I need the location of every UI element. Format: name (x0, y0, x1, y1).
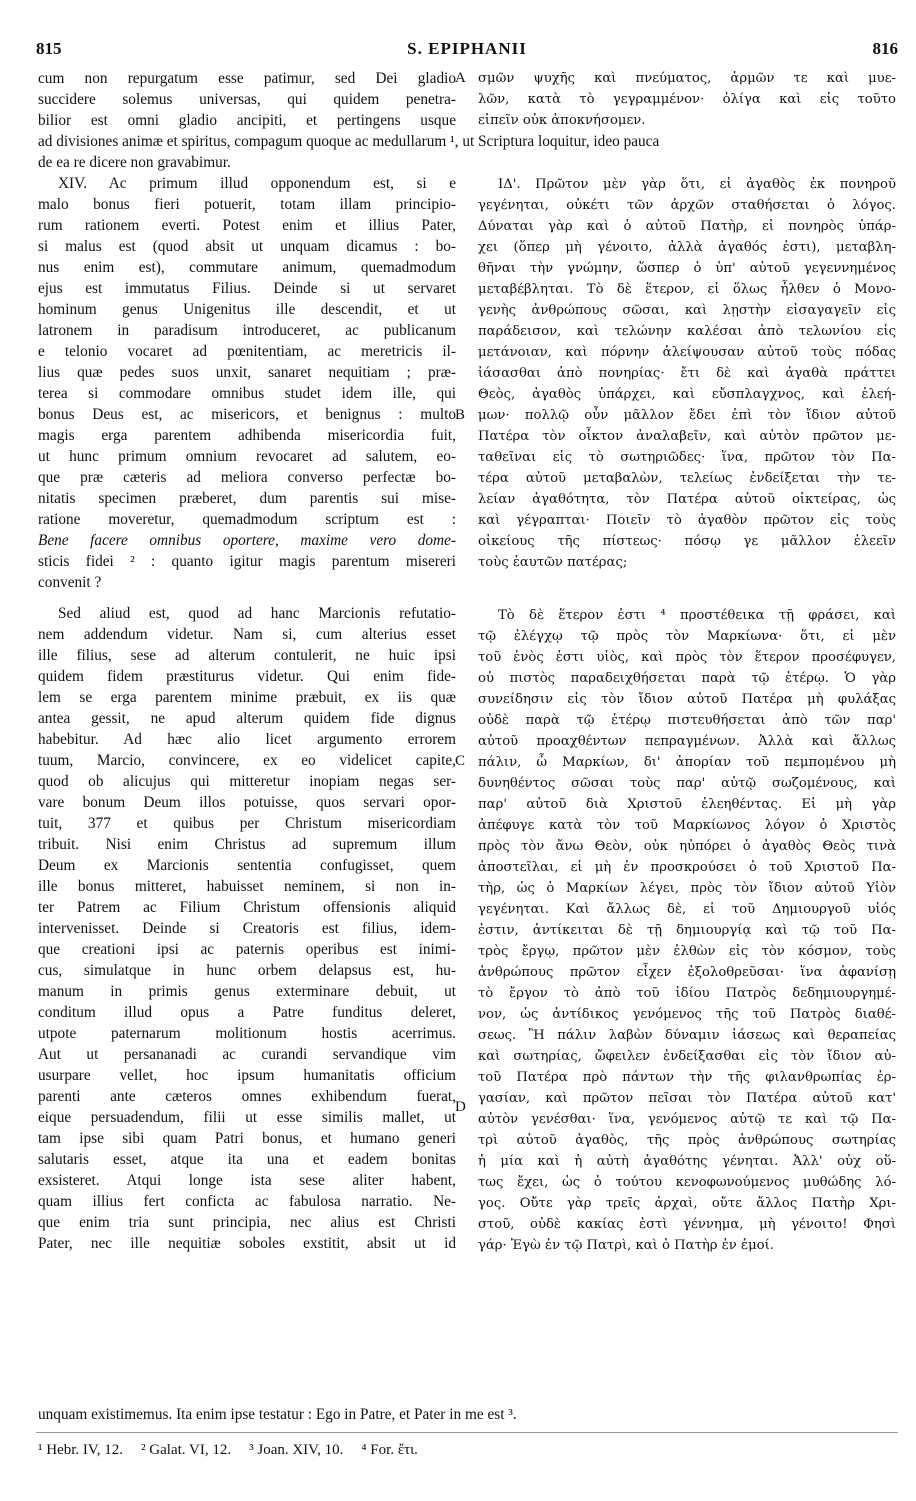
latin-line: e telonio vocaret ad pœnitentiam, ac meretricis il- (38, 343, 456, 360)
greek-line: ἀπέφυγε κατὰ τὸν τοῦ Μαρκίωνος λόγον ὁ Χριστὸς (478, 818, 896, 833)
latin-line: quam illius fert conficta ac fabulosa narratio. Ne- (38, 1193, 456, 1210)
final-line: unquam existimemus. Ita enim ipse testatur : Ego in Patre, et Pater in me est ³. (38, 1406, 517, 1423)
greek-line: τρὸς ἔργῳ, πρῶτον μὲν ἐλθὼν εἰς τὸν κόσμον, τοὺς (478, 944, 896, 959)
greek-line: τέρα αὐτοῦ μεταβαλὼν, τελείως ἐνδείξεται τὴν τε- (478, 471, 896, 486)
greek-line: μετάνοιαν, καὶ πόρνην ἀλείψουσαν αὐτοῦ τοὺς πόδας (478, 345, 896, 360)
latin-line: ille bonus mitteret, habuisset neminem, si non in- (38, 878, 456, 895)
greek-line: γεγένηται. Καὶ ἄλλως δὲ, εἰ τοῦ Δημιουργοῦ υἱός (478, 902, 896, 917)
latin-column (38, 152, 456, 1254)
greek-line: Τὸ δὲ ἕτερον ἐστι ⁴ προστέθεικα τῇ φράσει, καὶ (498, 608, 896, 623)
greek-line: λείαν ἀγαθότητα, τὸν Πατέρα αὐτοῦ οἰκτείρας, ὡς (478, 492, 896, 507)
greek-line: Θεὸς, ἀγαθὸς ὑπάρχει, καὶ εὔσπλαγχνος, καὶ ἐλεή- (478, 387, 896, 402)
running-title: S. EPIPHANII (407, 39, 527, 58)
greek-line: δυνηθέντος σῶσαι τοὺς παρ' αὐτῷ σωζομένους, καὶ (478, 776, 896, 791)
greek-line: αὐτοῦ προαχθέντων πεπραγμένων. Ἀλλὰ καὶ ἄλλως (478, 734, 896, 749)
latin-line: exsisteret. Atqui longe ista sese aliter habent, (38, 1172, 456, 1189)
margin-marker-d: D (455, 1099, 466, 1115)
latin-line: Bene facere omnibus oportere, maxime vero dome- (38, 532, 456, 549)
greek-line: ἰάσασθαι ἀπὸ πονηρίας· ἔτι δὲ καὶ ἀγαθὰ πράττει (478, 366, 896, 381)
greek-line: μων· πολλῷ οὖν μᾶλλον ἔδει ἐπὶ τὸν ἴδιον αὐτοῦ (478, 408, 896, 423)
greek-line: γεγένηται, οὐκέτι τῶν ἀρχῶν σταθήσεται ὁ λόγος. (478, 198, 896, 213)
footnote-rule (36, 1432, 898, 1433)
greek-line: αὐτὸν γενέσθαι· ἵνα, γενόμενος αὐτῷ τε καὶ τῷ Πα- (478, 1112, 896, 1127)
greek-line: τοῦ Πατέρα πρὸ πάντων τὴν τῆς φιλανθρωπίας ἐρ- (478, 1070, 896, 1085)
footnote: ² Galat. VI, 12. (141, 1442, 232, 1458)
greek-line: ἐστιν, ἀντίκειται δὲ τῇ δημιουργίᾳ καὶ τῷ τοῦ Πα- (478, 923, 896, 938)
latin-line: rum rationem everti. Potest enim et illius Pater, (38, 217, 456, 234)
greek-line: γάρ· Ἐγὼ ἐν τῷ Πατρὶ, καὶ ὁ Πατὴρ ἐν ἐμοί. (478, 1238, 774, 1253)
latin-line: si malus est (quod absit ut unquam dicamus : bo- (38, 238, 456, 255)
latin-line: que enim tria sunt principia, nec alius est Christi (38, 1214, 456, 1231)
latin-line: ut hunc primum omnium revocaret ad salutem, eo- (38, 448, 456, 465)
latin-line: de ea re dicere non gravabimur. (38, 154, 231, 171)
greek-line: γος. Οὔτε γὰρ τρεῖς ἀρχαὶ, οὔτε ἄλλος Πατὴρ Χρι- (478, 1196, 896, 1211)
latin-line: Aut ut persananadi ac curandi servandique vim (38, 1046, 456, 1063)
greek-line: καὶ γέγραπται· Ποιεῖν τὸ ἀγαθὸν πρῶτον εἰς τοὺς (478, 513, 896, 528)
latin-line: que creationi ipsi ac paternis operibus est inimi- (38, 941, 456, 958)
greek-line: πάλιν, ὦ Μαρκίων, δι' ἀπορίαν τοῦ πεμπομένου μὴ (478, 755, 896, 770)
greek-line: οἰκείους τῆς πίστεως· πόσῳ γε μᾶλλον ἐλεεῖν (478, 534, 896, 549)
greek-column (478, 174, 896, 1256)
latin-line: antea gessit, ne apud alterum quidem fide dignus (38, 710, 456, 727)
greek-line: τρὶ αὐτοῦ ἀγαθὸς, τῆς πρὸς ἀνθρώπους σωτηρίας (478, 1133, 896, 1148)
greek-line: τως ἔχει, ὡς ὁ τούτου κενοφωνούμενος μυθώδης λό- (478, 1175, 896, 1190)
greek-line: νον, ὡς ἀντίδικος γενόμενος τῆς τοῦ Πατρὸς διαθέ- (478, 1007, 896, 1022)
latin-line: ejus est immutatus Filius. Deinde si ut servaret (38, 280, 456, 297)
latin-line: tam ipse sibi quam Patri bonus, et humano generi (38, 1130, 456, 1147)
latin-line: malo bonus fieri potuerit, totam illam principio- (38, 196, 456, 213)
footnote: ¹ Hebr. IV, 12. (38, 1442, 124, 1458)
latin-line: tuit, 377 et quibus per Christum misericordiam (38, 815, 456, 832)
latin-line: nus enim est), commutare animum, quemadmodum (38, 259, 456, 276)
latin-line: cus, simulatque in hunc orbem delapsus est, hu- (38, 962, 456, 979)
latin-line: lius quæ pedes suos unxit, sanaret nequitiam ; præ- (38, 364, 456, 381)
latin-line: terea si commodare omnibus studet idem ille, qui (38, 385, 456, 402)
greek-column-top (478, 68, 896, 131)
latin-line: tuum, Marcio, convincere, ex eo videlicet capite, (38, 752, 456, 769)
greek-line: σμῶν ψυχῆς καὶ πνεύματος, ἁρμῶν τε καὶ μυε- (478, 71, 896, 86)
latin-line: ter Patrem ac Filium Christum offensionis aliquid (38, 899, 456, 916)
page-number-left: 815 (36, 39, 62, 58)
greek-line: συνείδησιν εἰς τὸν ἴδιον αὐτοῦ Πατέρα μὴ φυλάξας (478, 692, 896, 707)
greek-line: ταθεῖναι εἰς τὸ σωτηριῶδες· ἵνα, πρῶτον τὸν Πα- (478, 450, 896, 465)
margin-marker-b: B (455, 407, 466, 423)
latin-line: habebitur. Ad hæc alio licet argumento errorem (38, 731, 456, 748)
margin-marker-a: A (455, 70, 466, 86)
latin-line: que præ cæteris ad meliora converso perfectæ bo- (38, 469, 456, 486)
latin-line: nem addendum videtur. Nam si, cum alterius esset (38, 626, 456, 643)
greek-line: ΙΔ'. Πρῶτον μὲν γὰρ ὅτι, εἰ ἀγαθὸς ἐκ πονηροῦ (498, 177, 896, 192)
latin-line: latronem in paradisum introduceret, ac publicanum (38, 322, 456, 339)
latin-line: utpote paternarum molitionum hostis acerrimus. (38, 1025, 456, 1042)
latin-line: quod ob alicujus qui mitteretur inopiam negas ser- (38, 773, 456, 790)
greek-line: παράδεισον, καὶ τελώνην καλέσαι ἀπὸ τελωνίου εἰς (478, 324, 896, 339)
latin-line: Pater, nec ille nequitiæ soboles exstitit, absit ut id (38, 1235, 456, 1252)
latin-line: manum in primis genus exterminare debuit, ut (38, 983, 456, 1000)
greek-line: οὐ πιστὸς παραδειχθήσεται παρὰ τῷ ἑτέρῳ. Ὁ γὰρ (478, 671, 896, 686)
latin-line: intervenisset. Deinde si Creatoris est filius, idem- (38, 920, 456, 937)
latin-line: nitatis specimen præberet, dum parentis sui mise- (38, 490, 456, 507)
greek-line: σεως. Ἢ πάλιν λαβὼν δύναμιν ἰάσεως καὶ θεραπείας (478, 1028, 896, 1043)
footnotes (38, 1440, 894, 1460)
latin-line: parenti ante cæteros omnes exhibendum fuerat, (38, 1088, 456, 1105)
latin-line: Deum ex Marcionis sententia confugisset, quem (38, 857, 456, 874)
latin-line: ratione moveretur, quemadmodum scriptum est : (38, 511, 456, 528)
latin-line: bilior est omni gladio ancipiti, et pertingens usque (38, 112, 456, 129)
page-number-right: 816 (872, 39, 898, 58)
greek-line: τοῦ ἑνὸς ἐστι υἱὸς, καὶ πρὸς τὸν ἕτερον προσέφυγεν, (478, 650, 896, 665)
greek-line: οὐδὲ παρὰ τῷ ἑτέρῳ πιστευθήσεται ἀπὸ τῶν παρ' (478, 713, 896, 728)
footnote: ³ Joan. XIV, 10. (249, 1442, 344, 1458)
greek-line: λῶν, κατὰ τὸ γεγραμμένον· ὀλίγα καὶ εἰς τοῦτο (478, 92, 896, 107)
greek-line: τῷ ἐλέγχῳ τῷ πρὸς τὸν Μαρκίωνα· ὅτι, εἰ μὲν (478, 629, 896, 644)
greek-line: γασίαν, καὶ πρῶτον πεῖσαι τὸν Πατέρα αὐτοῦ κατ' (478, 1091, 896, 1106)
latin-line: conditum illud opus a Patre funditus deleret, (38, 1004, 456, 1021)
greek-line: ἡ μία καὶ ἡ αὐτὴ ἀγαθότης γένηται. Ἀλλ' οὐχ οὕ- (478, 1154, 896, 1169)
latin-line: salutaris esset, atque ita una et eadem bonitas (38, 1151, 456, 1168)
latin-line: tribuit. Nisi enim Christus ad supremum illum (38, 836, 456, 853)
greek-line: Πατέρα τὸν οἶκτον ἀναλαβεῖν, καὶ αὐτὸν πρῶτον με- (478, 429, 896, 444)
latin-line: succidere solemus universas, qui quidem penetra- (38, 91, 456, 108)
latin-line: Sed aliud est, quod ad hanc Marcionis refutatio- (58, 605, 456, 622)
spanning-line: ad divisiones animæ et spiritus, compagum quoque ac medullarum ¹, ut Scriptura loquitur, ideo pauca (38, 133, 660, 150)
running-header (36, 38, 898, 64)
greek-line: Δύναται γὰρ καὶ ὁ αὐτοῦ Πατὴρ, εἰ πονηρὸς ὑπάρ- (478, 219, 896, 234)
latin-line: XIV. Ac primum illud opponendum est, si e (58, 175, 456, 192)
greek-line: ἀνθρώπους πρῶτον εἶχεν ἐξολοθρεῦσαι· ἵνα ἀφανίσῃ (478, 965, 896, 980)
latin-line: hominum genus Unigenitus ille descendit, et ut (38, 301, 456, 318)
latin-line: eique persuadendum, filii ut esse similis mallet, ut (38, 1109, 456, 1126)
greek-line: τὴρ, ὡς ὁ Μαρκίων λέγει, πρὸς τὸν ἴδιον αὐτοῦ Υἱὸν (478, 881, 896, 896)
greek-line: καὶ σωτηρίας, ὤφειλεν ἐνδείξασθαι εἰς τὸν ἴδιον αὐ- (478, 1049, 896, 1064)
greek-line: στοῦ, οὐδὲ κακίας ἐστὶ γέννημα, μὴ γένοιτο! Φησὶ (478, 1217, 896, 1232)
latin-column-top (38, 68, 456, 131)
latin-line: sticis fidei ² : quanto igitur magis parentum misereri (38, 553, 456, 570)
latin-line: cum non repurgatum esse patimur, sed Dei gladio (38, 70, 456, 87)
greek-line: πρὸς τὸν ἄνω Θεὸν, οὐκ ηὐπόρει ὁ ἀγαθὸς Θεὸς τινὰ (478, 839, 896, 854)
latin-line: lem se erga parentem minime præbuit, ex iis quæ (38, 689, 456, 706)
greek-line: γενὴς ἀνθρώπους σῶσαι, καὶ λῃστὴν εἰσαγαγεῖν εἰς (478, 303, 896, 318)
greek-line: παρ' αὐτοῦ διὰ Χριστοῦ ἐλεηθέντας. Εἰ μὴ γὰρ (478, 797, 896, 812)
greek-line: θῆναι τὴν γνώμην, ὥσπερ ὁ ὑπ' αὐτοῦ γεγεννημένος (478, 261, 896, 276)
greek-line: εἰπεῖν οὐκ ἀποκνήσομεν. (478, 113, 646, 128)
latin-line: vare bonum Deum illos potuisse, quos servari opor- (38, 794, 456, 811)
latin-line: magis erga parentem adhibenda misericordia fuit, (38, 427, 456, 444)
greek-line: ἀποστεῖλαι, εἰ μὴ ἐν προσκρούσει ὁ τοῦ Χριστοῦ Πα- (478, 860, 896, 875)
greek-line: μεταβέβληται. Τὸ δὲ ἕτερον, εἰ ὅλως ἦλθεν ὁ Μονο- (478, 282, 896, 297)
footnote: ⁴ For. ἔτι. (361, 1442, 418, 1458)
latin-line: convenit ? (38, 574, 102, 591)
latin-line: bonus Deus est, ac misericors, et benignus : multo (38, 406, 456, 423)
latin-line: ille filius, sese ad alterum contulerit, ne huic ipsi (38, 647, 456, 664)
margin-marker-c: C (455, 753, 466, 769)
latin-line: usurpare vellet, hoc ipsum humanitatis officium (38, 1067, 456, 1084)
greek-line: τοὺς ἑαυτῶν πατέρας; (478, 555, 628, 570)
latin-line: quidem fidem præstiturus videtur. Qui enim fide- (38, 668, 456, 685)
greek-line: χει (ὅπερ μὴ γένοιτο, ἀλλὰ ἀγαθός ἐστι), μεταβλη- (478, 240, 896, 255)
greek-line: τὸ ἔργον τὸ ἀπὸ τοῦ ἰδίου Πατρὸς δεδημιουργημέ- (478, 986, 896, 1001)
